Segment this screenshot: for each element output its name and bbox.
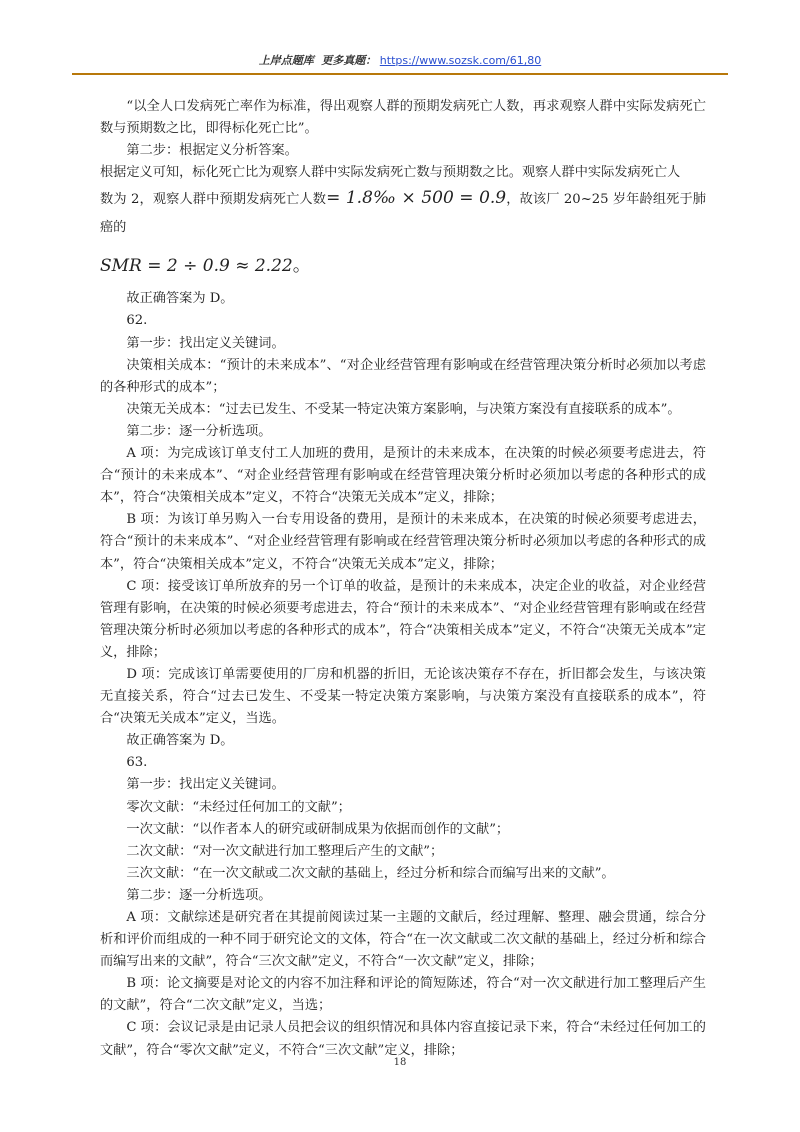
header-brand: 上岸点题库	[258, 54, 314, 67]
paragraph: 第二步：逐一分析选项。	[126, 887, 272, 903]
paragraph: 62.	[126, 313, 148, 329]
formula-suffix: ，故该厂 20~25 岁年龄组死于肺癌的	[100, 192, 706, 236]
paragraph: 第一步：找出定义关键词。	[126, 335, 285, 351]
header-link[interactable]: https://www.sozsk.com/61,80	[379, 54, 542, 67]
paragraph: 决策相关成本：“预计的未来成本”、“对企业经营管理有影响或在经营管理决策分析时必须加以考虑的各种形式的成本”；	[100, 357, 706, 395]
paragraph: 零次文献：“未经过任何加工的文献”；	[126, 799, 351, 815]
paragraph: 二次文献：“对一次文献进行加工整理后产生的文献”；	[126, 843, 444, 859]
paragraph: 63.	[126, 755, 148, 771]
formula-equation: = 1.8‰ × 500 = 0.9	[326, 188, 507, 209]
formula-prefix: 数为 2，观察人群中预期发病死亡人数	[100, 192, 327, 208]
page-header	[0, 52, 800, 68]
formula-paragraph	[100, 184, 706, 242]
paragraph: 决策无关成本：“过去已发生、不受某一特定决策方案影响，与决策方案没有直接联系的成本”。	[126, 401, 681, 417]
page-number: 18	[393, 1057, 407, 1068]
paragraph: 第二步：逐一分析选项。	[126, 423, 272, 439]
paragraph: C 项：接受该订单所放弃的另一个订单的收益，是预计的未来成本，决定企业的收益，对企业经营管理有影响，在决策的时候必须要考虑进去，符合“预计的未来成本”、“对企业经营管理有影响或在经营管理决策分析时必须加以考虑的各种形式的成本”，符合“决策相关成本”定义，不符合“决策无关成本”定义，排除；	[100, 578, 706, 660]
paragraph: 第二步：根据定义分析答案。	[126, 143, 298, 159]
smr-formula	[100, 248, 706, 284]
paragraph: C 项：会议记录是由记录人员把会议的组织情况和具体内容直接记录下来，符合“未经过任何加工的文献”，符合“零次文献”定义，不符合“三次文献”定义，排除；	[100, 1020, 706, 1058]
paragraph: B 项：为该订单另购入一台专用设备的费用，是预计的未来成本，在决策的时候必须要考虑进去，符合“预计的未来成本”、“对企业经营管理有影响或在经营管理决策分析时必须加以考虑的各种形式的成本”，符合“决策相关成本”定义，不符合“决策无关成本”定义，排除；	[100, 512, 706, 572]
paragraph: 第一步：找出定义关键词。	[126, 777, 285, 793]
paragraph: 故正确答案为 D。	[126, 733, 234, 749]
smr-equation: SMR = 2 ÷ 0.9 ≈ 2.22	[100, 256, 293, 277]
smr-suffix: 。	[292, 255, 311, 277]
paragraph: 一次文献：“以作者本人的研究或研制成果为依据而创作的文献”；	[126, 821, 510, 837]
header-rule	[72, 73, 728, 75]
document-body	[100, 96, 706, 1062]
paragraph: B 项：论文摘要是对论文的内容不加注释和评论的简短陈述，符合“对一次文献进行加工整理后产生的文献”，符合“二次文献”定义，当选；	[100, 976, 706, 1014]
paragraph: D 项：完成该订单需要使用的厂房和机器的折旧，无论该决策存不存在，折旧都会发生，与该决策无直接关系，符合“过去已发生、不受某一特定决策方案影响，与决策方案没有直接联系的成本”，符合“决策无关成本”定义，当选。	[100, 666, 706, 727]
paragraph: “以全人口发病死亡率作为标准，得出观察人群的预期发病死亡人数，再求观察人群中实际发病死亡数与预期数之比，即得标化死亡比”。	[100, 99, 706, 137]
paragraph: A 项：文献综述是研究者在其提前阅读过某一主题的文献后，经过理解、整理、融会贯通，综合分析和评价而组成的一种不同于研究论文的文体，符合“在一次文献或二次文献的基础上，经过分析和综合而编写出来的文献”，符合“三次文献”定义，不符合“一次文献”定义，排除；	[100, 910, 706, 970]
paragraph: 根据定义可知，标化死亡比为观察人群中实际发病死亡数与预期数之比。观察人群中实际发病死亡人	[100, 165, 681, 181]
header-label: 更多真题：	[321, 54, 377, 67]
paragraph: 故正确答案为 D。	[126, 291, 234, 307]
paragraph-list	[100, 288, 706, 1061]
paragraph: A 项：为完成该订单支付工人加班的费用，是预计的未来成本，在决策的时候必须要考虑进去，符合“预计的未来成本”、“对企业经营管理有影响或在经营管理决策分析时必须加以考虑的各种形式的成本”，符合“决策相关成本”定义，不符合“决策无关成本”定义，排除；	[100, 446, 706, 506]
paragraph: 三次文献：“在一次文献或二次文献的基础上，经过分析和综合而编写出来的文献”。	[126, 865, 615, 881]
